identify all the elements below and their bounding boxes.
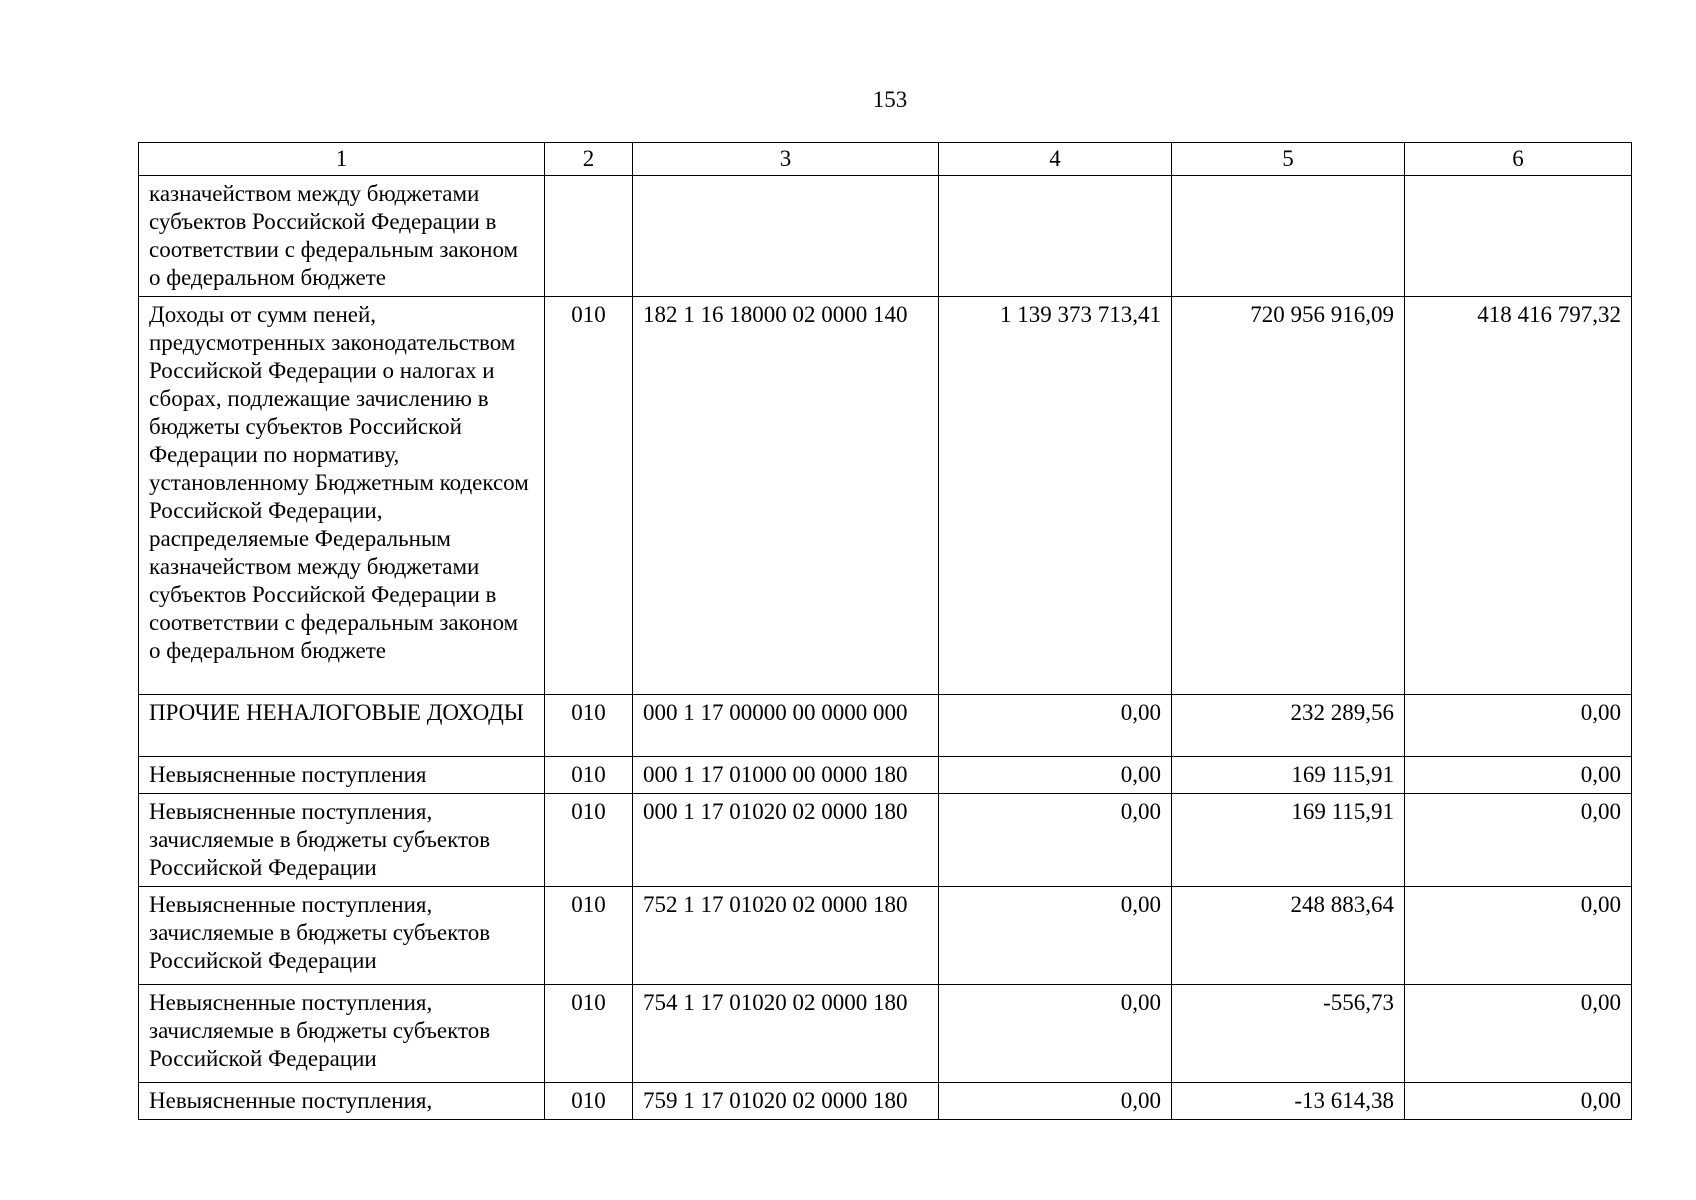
row-admin-code-cell: 010 [545, 794, 633, 887]
row-admin-code-cell: 010 [545, 695, 633, 757]
column-header-2: 2 [545, 143, 633, 176]
row-col5-cell: 169 115,91 [1172, 794, 1405, 887]
row-col4-cell: 1 139 373 713,41 [939, 297, 1172, 695]
row-budget-code-cell: 752 1 17 01020 02 0000 180 [633, 887, 939, 985]
row-col4-cell: 0,00 [939, 887, 1172, 985]
row-budget-code-cell [633, 176, 939, 297]
row-name-cell: казначейством между бюджетами субъектов Российской Федерации в соответствии с федеральным законом о федеральном бюджете [139, 176, 545, 297]
row-col6-cell: 0,00 [1405, 794, 1632, 887]
table-row [139, 297, 1632, 695]
row-admin-code-cell [545, 176, 633, 297]
row-col6-cell: 0,00 [1405, 1083, 1632, 1120]
table-row [139, 1083, 1632, 1120]
page-number: 153 [872, 87, 908, 112]
row-budget-code-cell: 182 1 16 18000 02 0000 140 [633, 297, 939, 695]
row-admin-code-cell: 010 [545, 887, 633, 985]
row-name-cell: Невыясненные поступления [139, 757, 545, 794]
row-col5-cell: 720 956 916,09 [1172, 297, 1405, 695]
row-name-cell: ПРОЧИЕ НЕНАЛОГОВЫЕ ДОХОДЫ [139, 695, 545, 757]
row-col4-cell: 0,00 [939, 757, 1172, 794]
row-col6-cell: 0,00 [1405, 757, 1632, 794]
column-header-1: 1 [139, 143, 545, 176]
row-name-cell: Доходы от сумм пеней, предусмотренных законодательством Российской Федерации о налогах и сборах, подлежащие зачислению в бюджеты субъектов Российской Федерации по нормативу, установленному Бюджетным кодексом Российской Федерации, распределяемые Федеральным казначейством между бюджетами субъектов Российской Федерации в соответствии с федеральным законом о федеральном бюджете [139, 297, 545, 695]
column-header-3: 3 [633, 143, 939, 176]
row-budget-code-cell: 000 1 17 00000 00 0000 000 [633, 695, 939, 757]
row-col6-cell: 0,00 [1405, 887, 1632, 985]
row-col4-cell: 0,00 [939, 695, 1172, 757]
budget-table [138, 142, 1632, 1120]
row-col6-cell: 0,00 [1405, 985, 1632, 1083]
row-admin-code-cell: 010 [545, 1083, 633, 1120]
row-col6-cell: 418 416 797,32 [1405, 297, 1632, 695]
row-name-cell: Невыясненные поступления, зачисляемые в бюджеты субъектов Российской Федерации [139, 985, 545, 1083]
table-header-row [139, 143, 1632, 176]
row-name-cell: Невыясненные поступления, зачисляемые в бюджеты субъектов Российской Федерации [139, 887, 545, 985]
row-name-cell: Невыясненные поступления, [139, 1083, 545, 1120]
table-row [139, 887, 1632, 985]
row-col5-cell: 169 115,91 [1172, 757, 1405, 794]
row-col4-cell: 0,00 [939, 1083, 1172, 1120]
row-col4-cell [939, 176, 1172, 297]
row-col4-cell: 0,00 [939, 794, 1172, 887]
table-row [139, 176, 1632, 297]
row-budget-code-cell: 754 1 17 01020 02 0000 180 [633, 985, 939, 1083]
row-admin-code-cell: 010 [545, 757, 633, 794]
table-row [139, 757, 1632, 794]
table-row [139, 794, 1632, 887]
row-admin-code-cell: 010 [545, 985, 633, 1083]
row-col5-cell [1172, 176, 1405, 297]
row-budget-code-cell: 000 1 17 01000 00 0000 180 [633, 757, 939, 794]
row-col4-cell: 0,00 [939, 985, 1172, 1083]
row-budget-code-cell: 000 1 17 01020 02 0000 180 [633, 794, 939, 887]
row-col5-cell: -13 614,38 [1172, 1083, 1405, 1120]
column-header-4: 4 [939, 143, 1172, 176]
table-row [139, 985, 1632, 1083]
column-header-5: 5 [1172, 143, 1405, 176]
row-col6-cell: 0,00 [1405, 695, 1632, 757]
row-col5-cell: -556,73 [1172, 985, 1405, 1083]
column-header-6: 6 [1405, 143, 1632, 176]
row-name-cell: Невыясненные поступления, зачисляемые в бюджеты субъектов Российской Федерации [139, 794, 545, 887]
row-col5-cell: 248 883,64 [1172, 887, 1405, 985]
row-col5-cell: 232 289,56 [1172, 695, 1405, 757]
row-admin-code-cell: 010 [545, 297, 633, 695]
table-row [139, 695, 1632, 757]
row-budget-code-cell: 759 1 17 01020 02 0000 180 [633, 1083, 939, 1120]
row-col6-cell [1405, 176, 1632, 297]
